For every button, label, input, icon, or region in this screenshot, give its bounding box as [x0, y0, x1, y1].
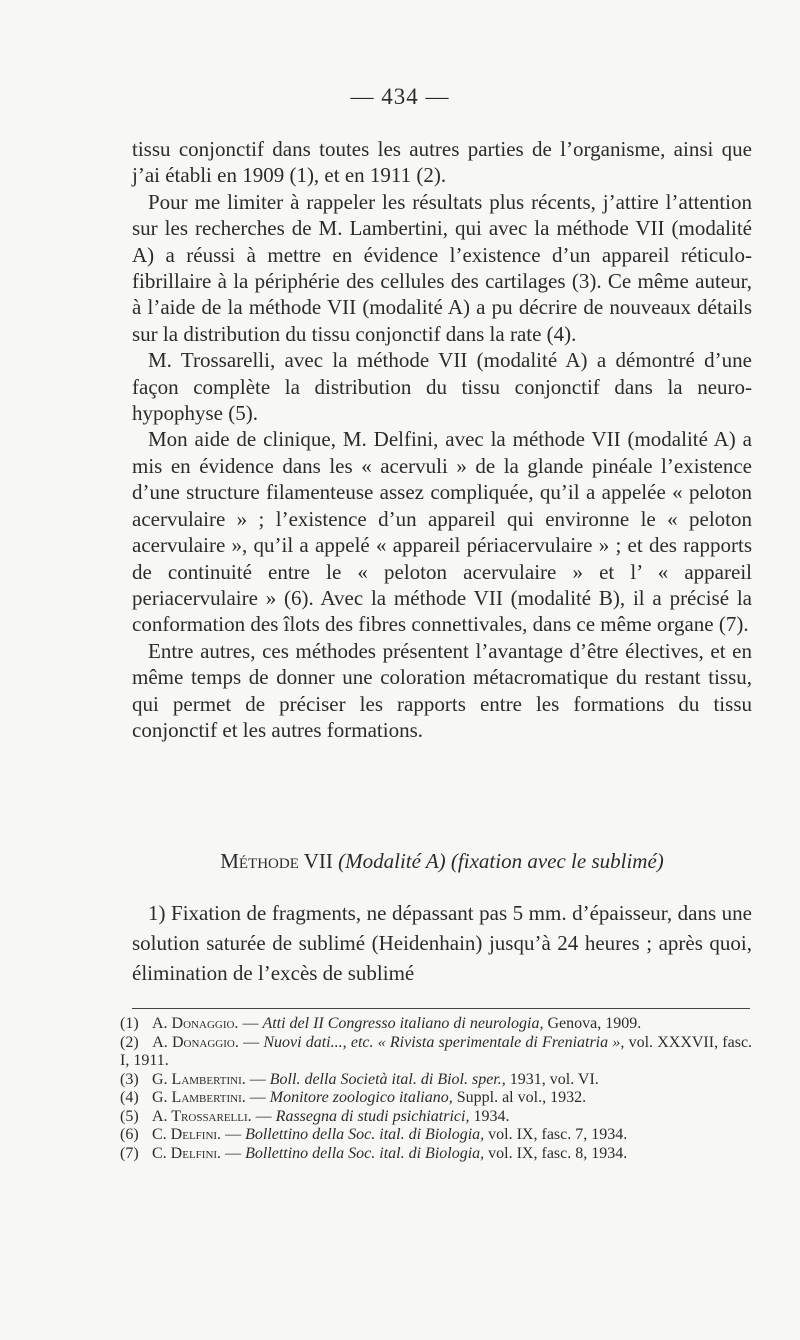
footnote: (2) A. Donaggio. — Nuovi dati..., etc. « Rivista sperimentale di Freniatria », vol. XXXVII, fasc. I, 1911.: [120, 1033, 753, 1069]
footnotes: [120, 1015, 752, 1163]
body-text: [132, 136, 752, 743]
paragraph: Pour me limiter à rappeler les résultats plus récents, j’attire l’attention sur les recherches de M. Lambertini, qui avec la méthode VII (modalité A) a réussi à mettre en évidence l’existence d’un appareil réticulo-fibrillaire à la périphérie des cellules des cartilages (3). Ce même auteur, à l’aide de la méthode VII (modalité A) a pu décrire de nouveaux détails sur la distribution du tissu conjonctif dans la rate (4).: [132, 189, 752, 346]
heading-modality: (Modalité A): [338, 849, 446, 873]
page-number: — 434 —: [350, 84, 450, 109]
paragraph: Mon aide de clinique, M. Delfini, avec la méthode VII (modalité A) a mis en évidence dans les « acervuli » de la glande pinéale l’existence d’une structure filamenteuse assez compliquée, qu’il a appelée « peloton acervulaire » ; l’existence d’un appareil qui environne le « peloton acervulaire », qu’il a appelé « appareil périacervulaire » ; et des rapports de continuité entre le « peloton acervulaire » et l’ « appareil periacervulaire » (6). Avec la méthode VII (modalité B), il a précisé la conformation des îlots des fibres connettivales, dans ce même organe (7).: [132, 427, 752, 637]
heading-method: Méthode VII: [220, 849, 333, 873]
fixation-text: [132, 898, 752, 988]
footnote: (6) C. Delfini. — Bollettino della Soc. ital. di Biologia, vol. IX, fasc. 7, 1934.: [120, 1126, 628, 1143]
footnote: (5) A. Trossarelli. — Rassegna di studi psichiatrici, 1934.: [120, 1107, 510, 1125]
heading-fixation: (fixation avec le sublimé): [450, 849, 664, 873]
section-heading: [132, 848, 752, 874]
paragraph: M. Trossarelli, avec la méthode VII (modalité A) a démontré d’une façon complète la distribution du tissu conjonctif dans la neuro-hypophyse (5).: [132, 348, 752, 426]
footnote: (4) G. Lambertini. — Monitore zoologico italiano, Suppl. al vol., 1932.: [120, 1089, 587, 1106]
footnote: (3) G. Lambertini. — Boll. della Società ital. di Biol. sper., 1931, vol. VI.: [120, 1070, 599, 1088]
footnote-rule: [132, 1008, 750, 1009]
footnote: (7) C. Delfini. — Bollettino della Soc. ital. di Biologia, vol. IX, fasc. 8, 1934.: [120, 1144, 628, 1162]
footnote: (1) A. Donaggio. — Atti del II Congresso italiano di neurologia, Genova, 1909.: [120, 1015, 642, 1032]
paragraph: 1) Fixation de fragments, ne dépassant pas 5 mm. d’épaisseur, dans une solution saturée de sublimé (Heidenhain) jusqu’à 24 heures ; après quoi, élimination de l’excès de sublimé: [132, 901, 752, 985]
paragraph: tissu conjonctif dans toutes les autres parties de l’organisme, ainsi que j’ai établi en 1909 (1), et en 1911 (2).: [132, 137, 752, 188]
paragraph: Entre autres, ces méthodes présentent l’avantage d’être électives, et en même temps de donner une coloration métacromatique du restant tissu, qui permet de préciser les rapports entre les formations du tissu conjonctif et les autres formations.: [132, 638, 752, 742]
